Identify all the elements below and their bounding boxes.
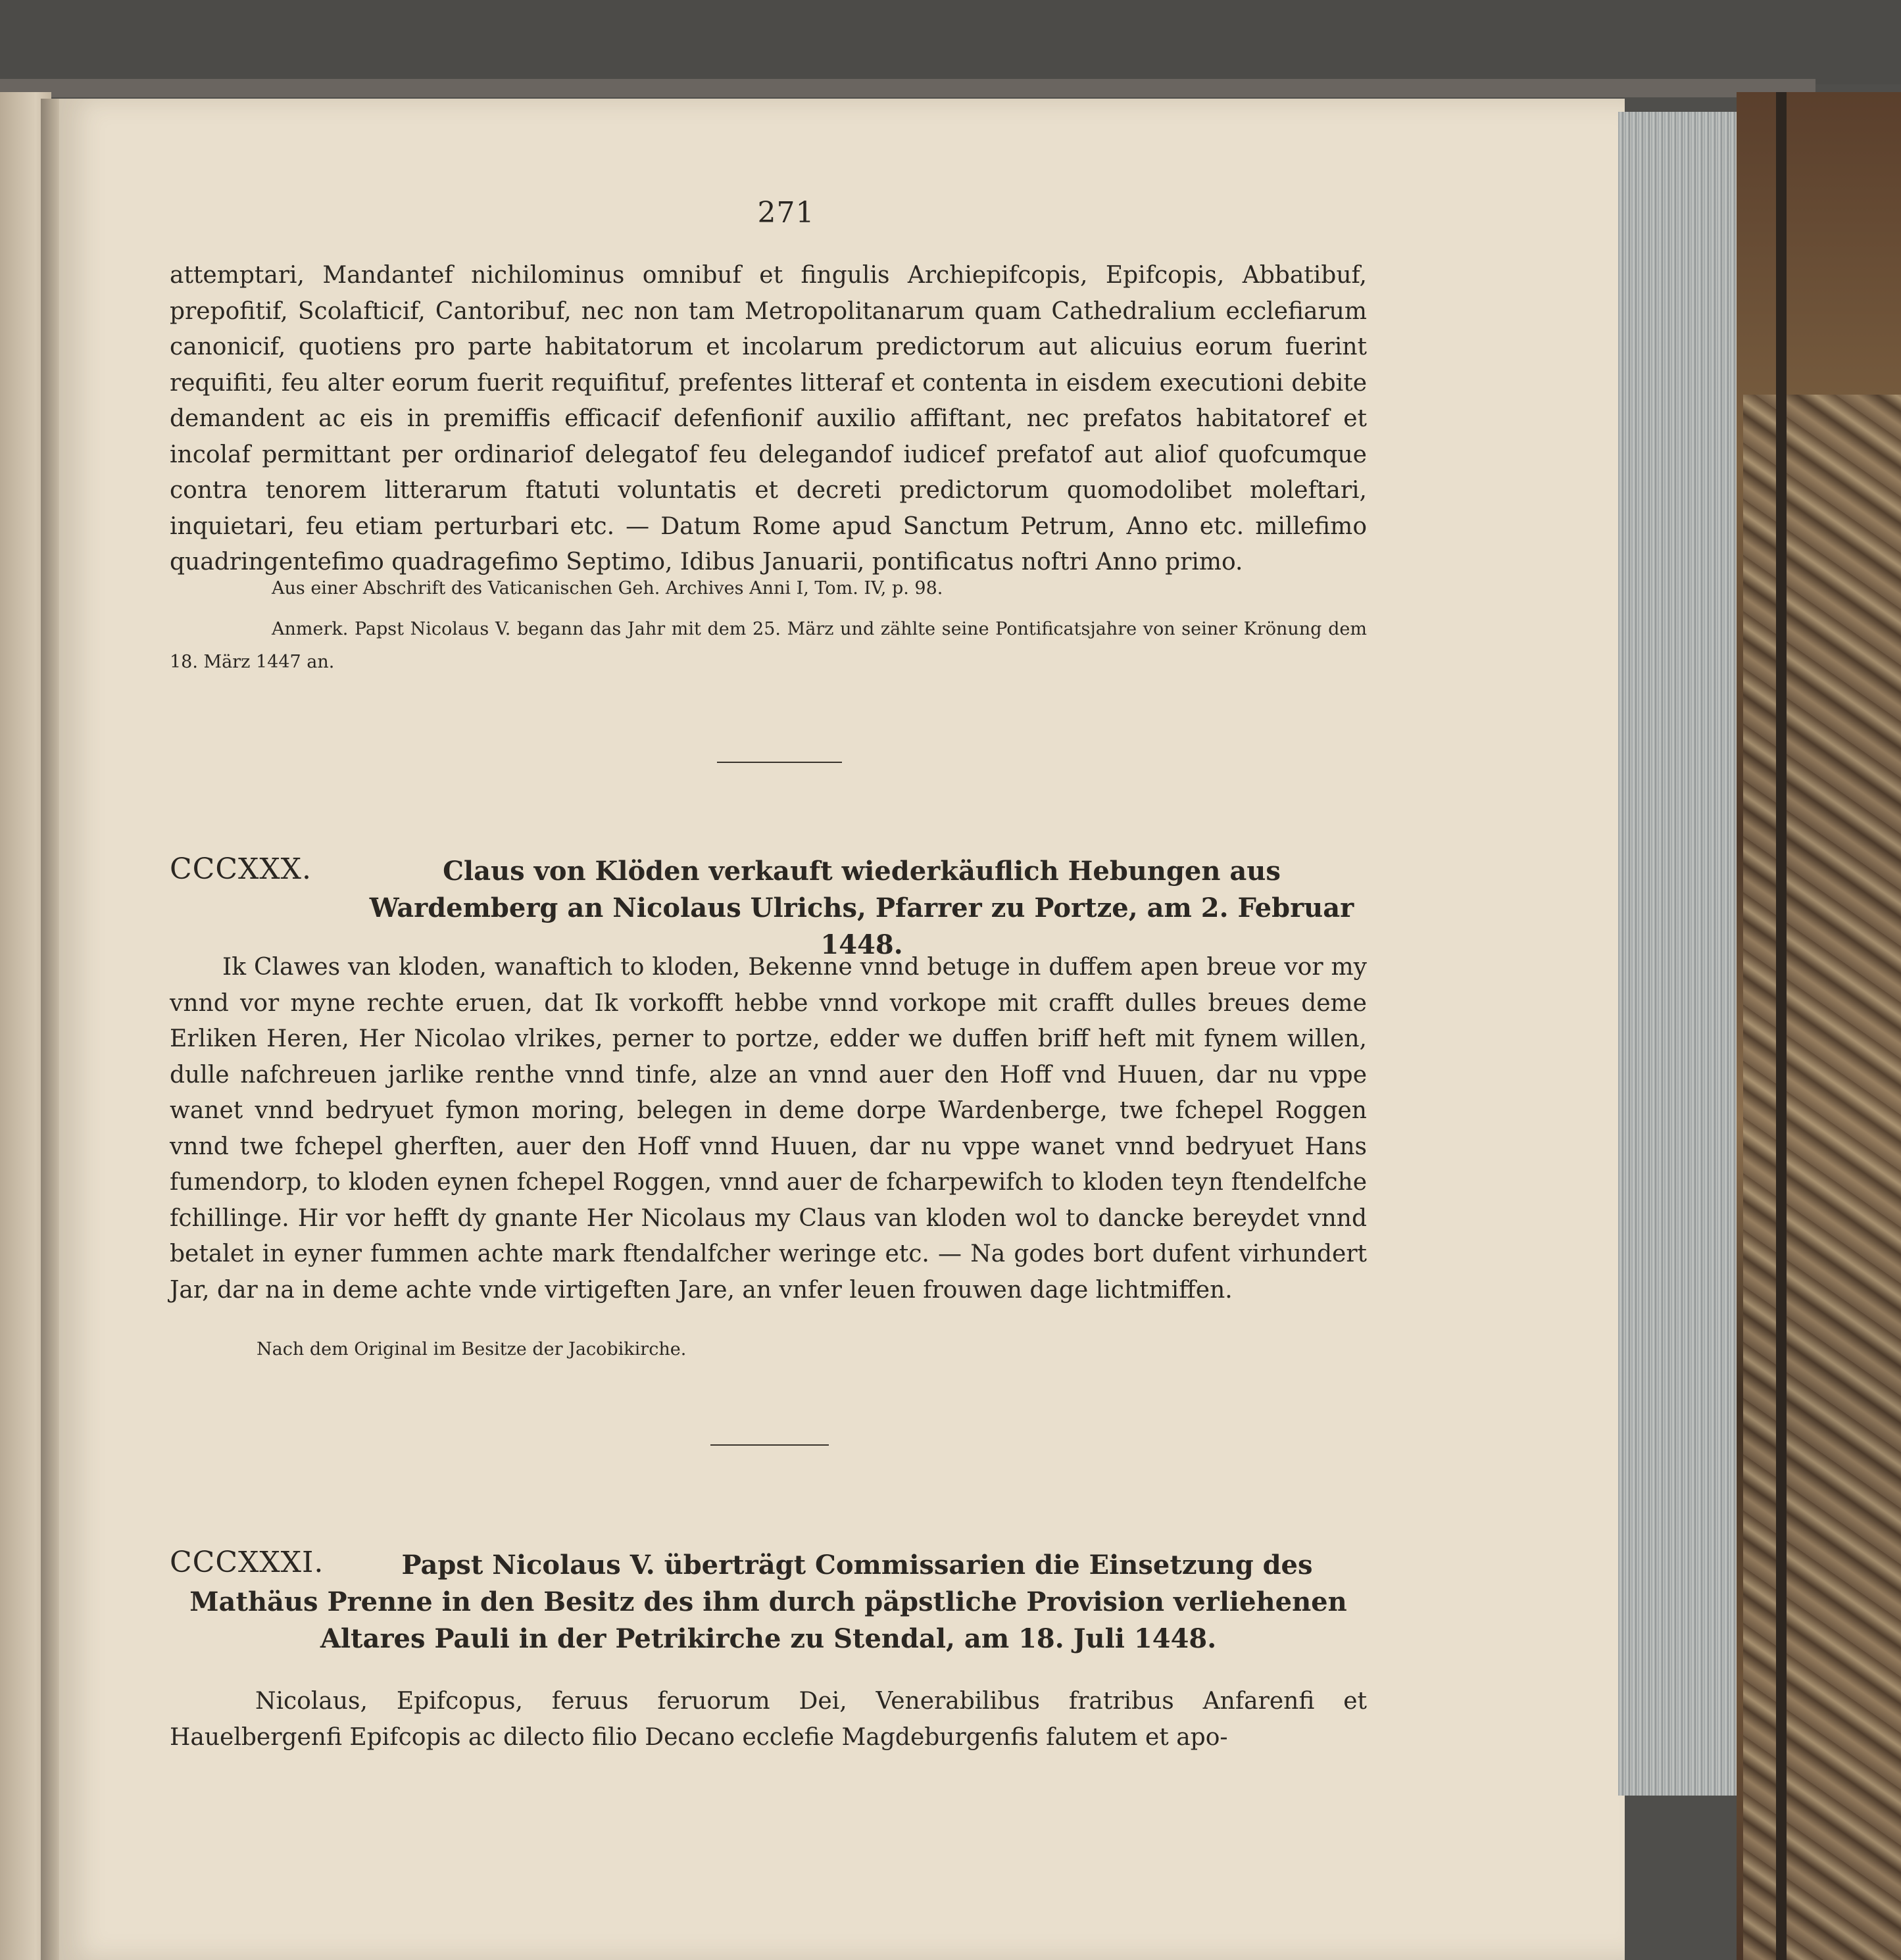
section-divider (717, 762, 842, 763)
page-number: 271 (757, 196, 815, 230)
document-text: Nicolaus, Epifcopus, feruus feruorum Dei, Venerabilibus fratribus Anfarenfi et Hauelbergenfi Epifcopis ac dilecto filio Decano ecclefie Magdeburgenfis falutem et apo- (170, 1688, 1367, 1751)
section-divider (710, 1444, 829, 1446)
document-source: Nach dem Original im Besitze der Jacobikirche. (257, 1339, 687, 1360)
document-text: Ik Clawes van kloden, wanaftich to kloden, Bekenne vnnd betuge in duffem apen breue vor my vnnd vor myne rechte eruen, dat Ik vorkofft hebbe vnnd vorkope mit crafft dulles breues deme Erliken Heren, Her Nicolao vlrikes, perner to portze, edder we duffen briff heft mit fynem willen, dulle nafchreuen jarlike renthe vnnd tinfe, alze an vnnd auer den Hoff vnd Huuen, dar nu vppe wanet vnnd bedryuet fymon moring, belegen in deme dorpe Wardenberge, twe fchepel Roggen vnnd twe fchepel gherften, auer den Hoff vnnd Huuen, dar nu vppe wanet vnnd bedryuet Hans fumendorp, to kloden eynen fchepel Roggen, vnnd auer de fcharpewifch to kloden teyn ftendelfche fchillinge. Hir vor hefft dy gnante Her Nicolaus my Claus van kloden wol to dancke bereydet vnnd betalet in eyner fummen achte mark ftendalfcher weringe etc. — Na godes bort dufent virhundert Jar, dar na in deme achte vnde virtigeften Jare, an vnfer leuen frouwen dage lichtmiffen. (170, 954, 1367, 1304)
document-title: Claus von Klöden verkauft wiederkäuflich Hebungen aus Wardemberg an Nicolaus Ulrichs, Pfarrer zu Portze, am 2. Februar 1448. (369, 856, 1354, 960)
continuation-paragraph: attemptari, Mandantef nichilominus omnibuf et fingulis Archiepifcopis, Epifcopis, Abbatibuf, prepofitif, Scolafticif, Cantoribuf, nec non tam Metropolitanarum quam Cathedralium ecclefiarum canonicif, quotiens pro parte habitatorum et incolarum predictorum aut alicuius eorum fuerint requifiti, feu alter eorum fuerit requifituf, prefentes litteraf et contenta in eisdem executioni debite demandent ac eis in premiffis efficacif defenfionif auxilio affiftant, nec prefatos habitatoref et incolaf permittant per ordinariof delegatof feu delegandof iudicef prefatof aut aliof quofcumque contra tenorem litterarum ftatuti voluntatis et decreti predictorum quomodolibet moleftari, inquietari, feu etiam perturbari etc. — Datum Rome apud Sanctum Petrum, Anno etc. millefimo quadringentefimo quadragefimo Septimo, Idibus Januarii, pontificatus noftri Anno primo. (170, 262, 1367, 576)
source-note: Aus einer Abschrift des Vaticanischen Geh. Archives Anni I, Tom. IV, p. 98. (272, 578, 943, 599)
document-title: Papst Nicolaus V. überträgt Commissarien die Einsetzung des Mathäus Prenne in den Besitz des ihm durch päpstliche Provision verliehenen Altares Pauli in der Petrikirche zu Stendal, am 18. Juli 1448. (189, 1550, 1347, 1654)
document-number: CCCXXX. (170, 852, 312, 886)
document-number: CCCXXXI. (170, 1546, 324, 1579)
annotation-note: Anmerk. Papst Nicolaus V. begann das Jahr mit dem 25. März und zählte seine Pontificatsjahre von seiner Krönung dem 18. März 1447 an. (170, 619, 1367, 672)
